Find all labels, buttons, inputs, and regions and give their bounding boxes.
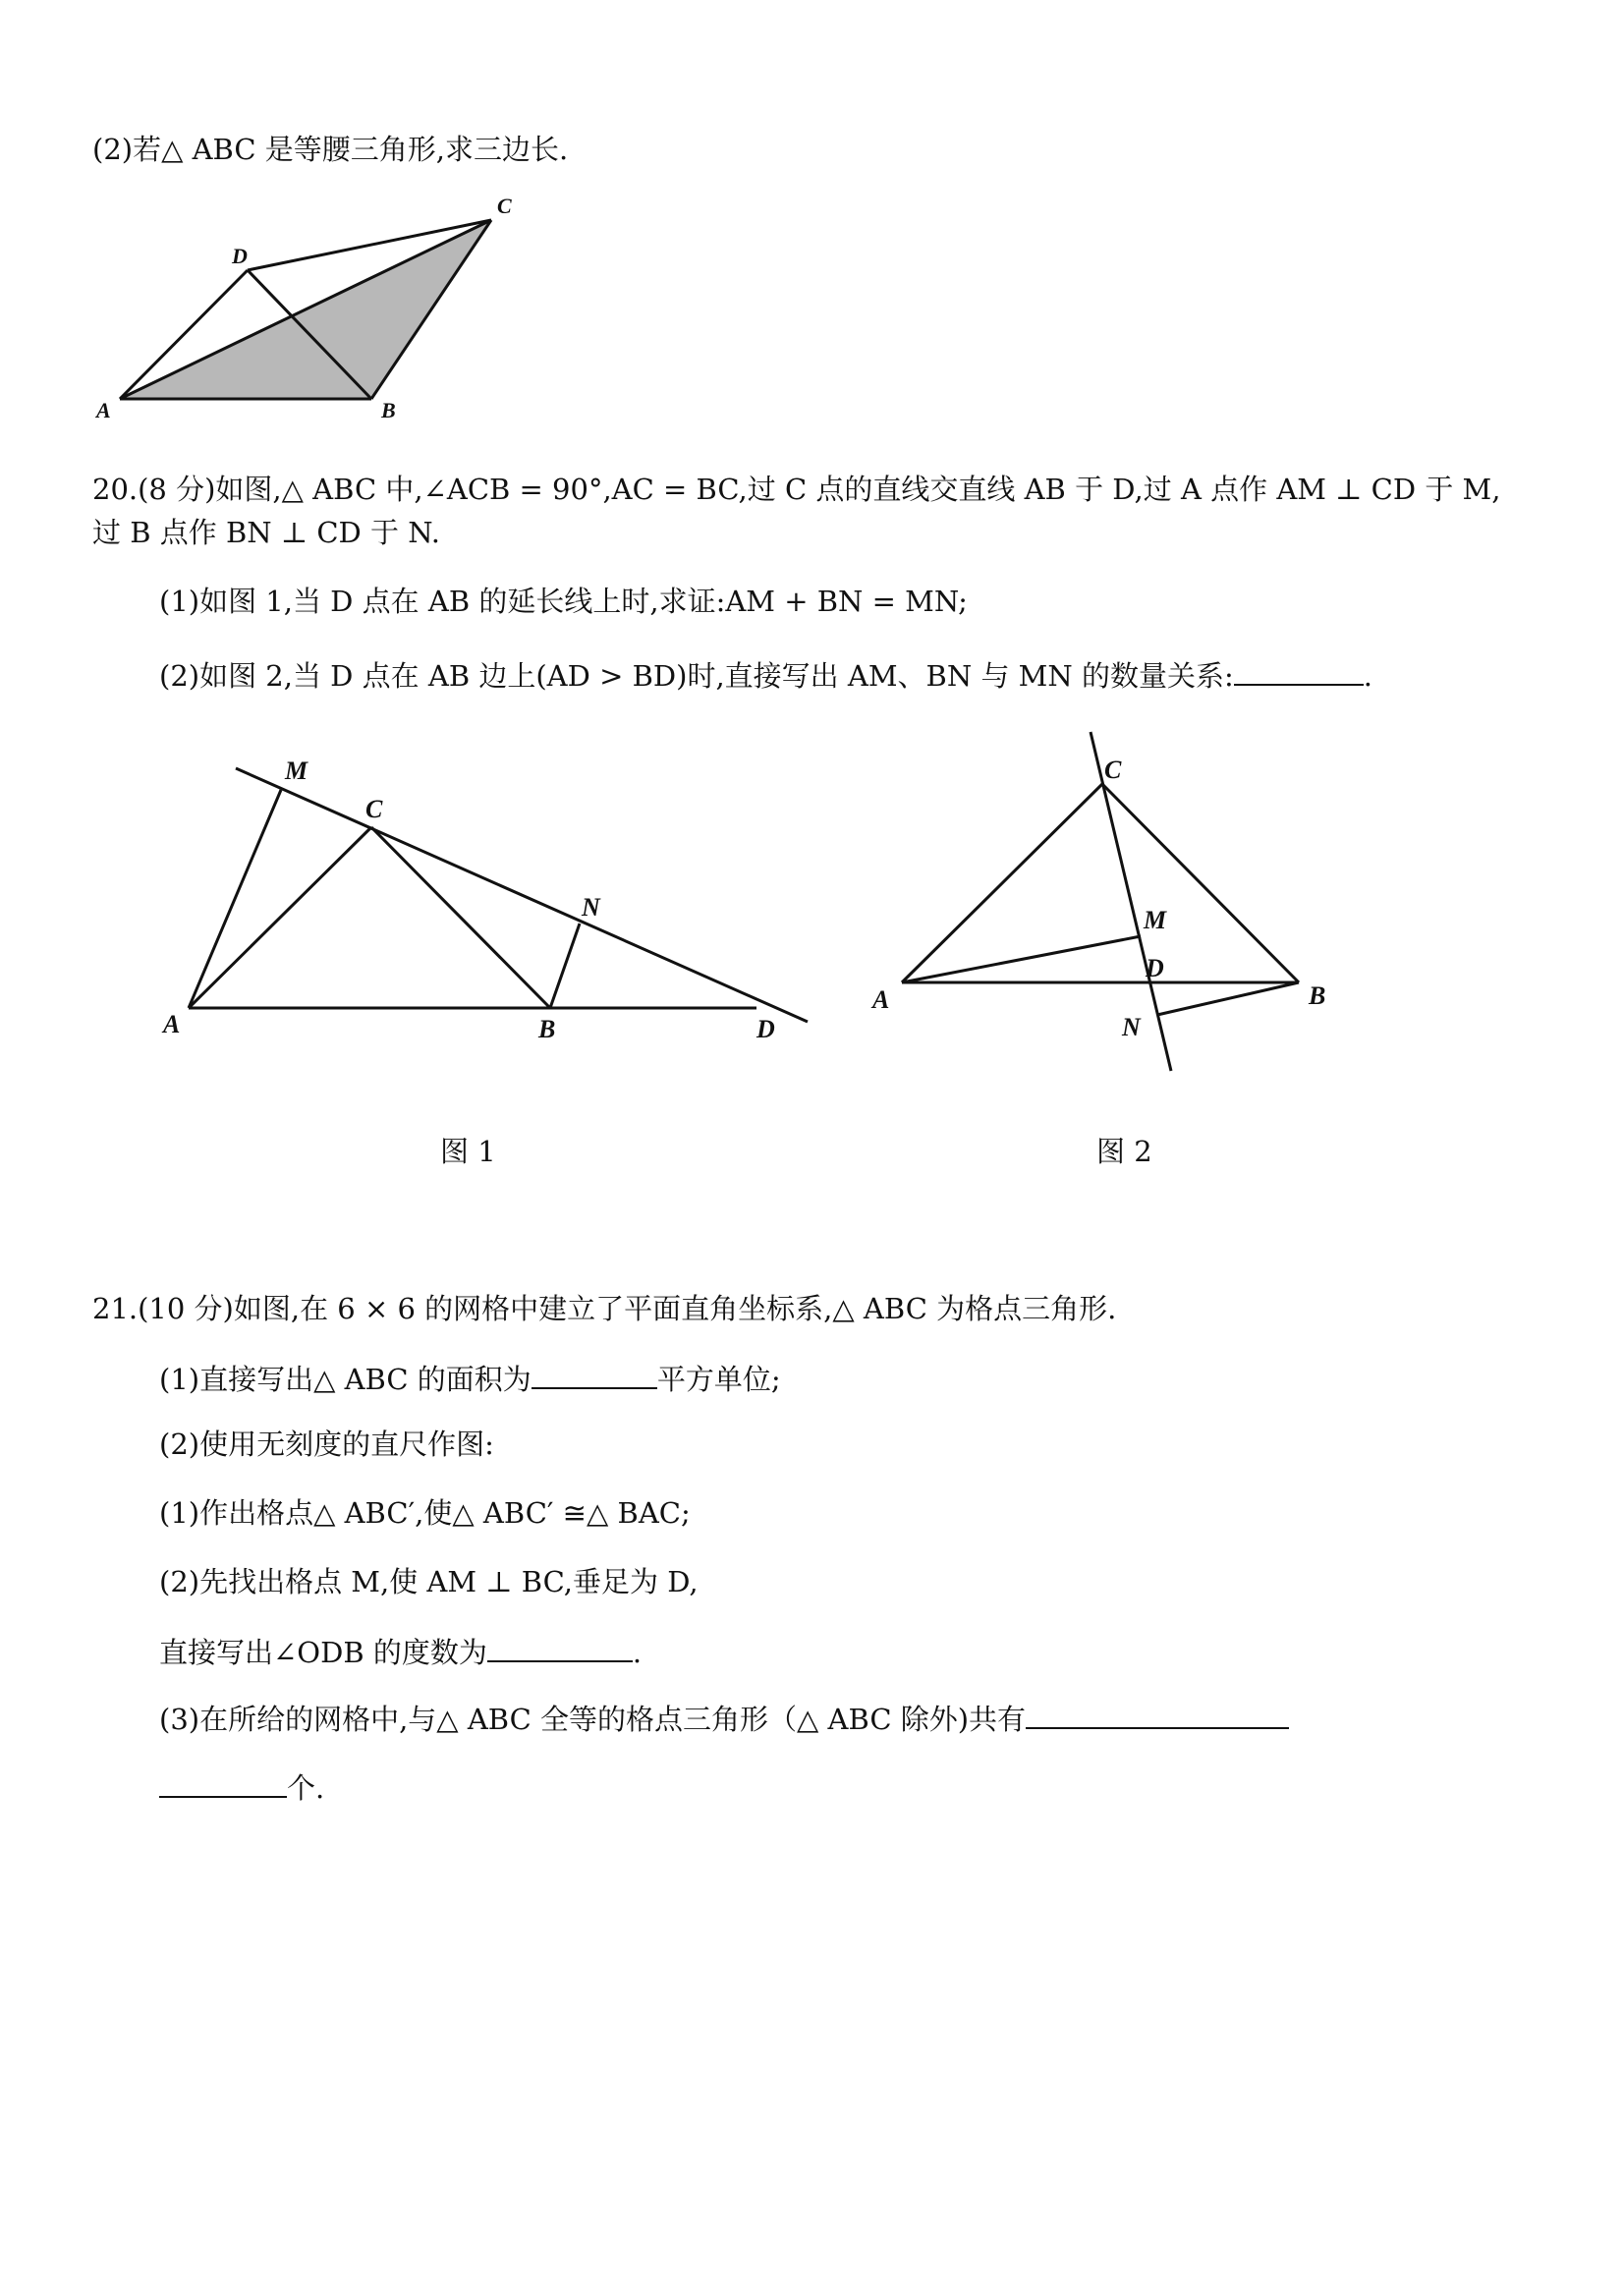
label-b: B <box>1309 981 1326 1010</box>
label-d: D <box>1146 954 1164 982</box>
q21-sub1: (1)作出格点△ ABC′,使△ ABC′ ≅△ BAC; <box>159 1496 691 1530</box>
label-n: N <box>582 893 600 922</box>
segment-bn <box>1157 982 1299 1015</box>
label-c: C <box>1104 756 1122 784</box>
q19-part2: (2)若△ ABC 是等腰三角形,求三边长. <box>92 133 569 166</box>
angle-answer-blank[interactable] <box>487 1631 633 1662</box>
label-b: B <box>538 1015 556 1043</box>
count-answer-blank-1[interactable] <box>1026 1698 1289 1729</box>
q21-sub2b: 直接写出∠ODB 的度数为 . <box>159 1631 642 1670</box>
label-c: C <box>497 194 512 218</box>
q20-statement-line1: 20.(8 分)如图,△ ABC 中,∠ACB = 90°,AC = BC,过 C 点的直线交直线 AB 于 D,过 A 点作 AM ⊥ CD 于 M, <box>92 473 1501 506</box>
q21-sub2: (2)先找出格点 M,使 AM ⊥ BC,垂足为 D, <box>159 1565 699 1598</box>
q20-part2: (2)如图 2,当 D 点在 AB 边上(AD > BD)时,直接写出 AM、BN 与 MN 的数量关系: . <box>159 654 1372 694</box>
figure-2-caption: 图 2 <box>1096 1135 1152 1168</box>
segment-cb <box>1102 784 1299 982</box>
q21-part3-cont: 个. <box>159 1766 324 1806</box>
q21-part3: (3)在所给的网格中,与△ ABC 全等的格点三角形（△ ABC 除外)共有 <box>159 1698 1289 1737</box>
area-answer-blank[interactable] <box>532 1358 657 1389</box>
label-b: B <box>381 398 396 422</box>
label-a: A <box>872 985 890 1014</box>
q21-statement: 21.(10 分)如图,在 6 × 6 的网格中建立了平面直角坐标系,△ ABC 为格点三角形. <box>92 1292 1117 1325</box>
count-answer-blank-2[interactable] <box>159 1766 287 1798</box>
label-m: M <box>1144 906 1167 934</box>
label-a: A <box>96 398 111 422</box>
label-a: A <box>163 1010 181 1038</box>
q20-statement-line2: 过 B 点作 BN ⊥ CD 于 N. <box>92 516 440 549</box>
segment-am <box>902 936 1141 982</box>
q20-part1: (1)如图 1,当 D 点在 AB 的延长线上时,求证:AM + BN = MN; <box>159 585 968 618</box>
label-n: N <box>1122 1013 1141 1041</box>
label-d: D <box>756 1015 775 1043</box>
label-m: M <box>285 756 308 785</box>
label-c: C <box>365 795 383 823</box>
q21-part1: (1)直接写出△ ABC 的面积为 平方单位; <box>159 1358 781 1397</box>
segment-ac <box>902 784 1102 982</box>
q21-part2: (2)使用无刻度的直尺作图: <box>159 1428 494 1461</box>
figure-1-caption: 图 1 <box>440 1135 496 1168</box>
label-d: D <box>232 244 248 268</box>
